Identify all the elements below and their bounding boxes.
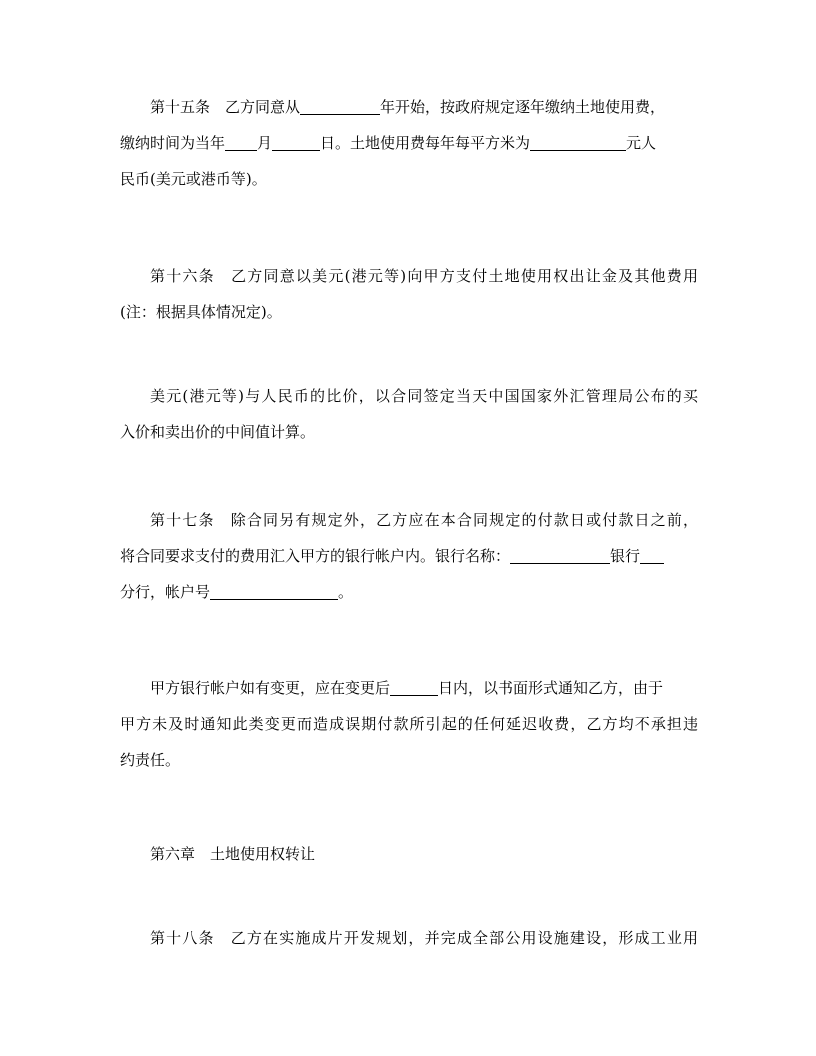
exchange-rate-paragraph (120, 378, 698, 450)
article-15-text-5: 日。土地使用费每年每平方米为 (320, 134, 531, 152)
article-18-text-1: 乙方在实施成片开发规划，并完成全部公用设施建设，形成工业用 (229, 929, 698, 947)
article-15-text-2: 年开始，按政府规定逐年缴纳土地使用费， (380, 98, 666, 116)
exchange-text-2: 入价和卖出价的中间值计算。 (120, 423, 316, 441)
article-17-text-2: 将合同要求支付的费用汇入甲方的银行帐户内。银行名称： (120, 547, 511, 565)
article-18-label: 第十八条 (150, 929, 215, 947)
chapter-6-label: 第六章 (150, 845, 196, 863)
article-15-label: 第十五条 (150, 98, 211, 116)
fee-amount-blank (530, 133, 626, 151)
article-17 (120, 502, 698, 610)
account-change-text-1: 甲方银行帐户如有变更，应在变更后 (150, 679, 391, 697)
account-change-text-3: 甲方未及时通知此类变更而造成误期付款所引起的任何延迟收费，乙方均不承担违 (120, 715, 698, 733)
branch-blank (640, 546, 664, 564)
month-blank (225, 133, 257, 151)
account-change-paragraph (120, 670, 698, 778)
bank-name-blank (510, 546, 610, 564)
account-change-text-4: 约责任。 (120, 751, 181, 769)
chapter-6-heading (120, 836, 698, 872)
article-15-text-4: 月 (257, 134, 273, 152)
article-16 (120, 258, 698, 330)
article-16-text-1: 乙方同意以美元(港元等)向甲方支付土地使用权出让金及其他费用 (229, 267, 698, 285)
article-15-text-1: 乙方同意从 (225, 98, 301, 116)
account-change-text-2: 日内，以书面形式通知乙方，由于 (438, 679, 664, 697)
article-18 (120, 920, 698, 956)
day-blank (272, 133, 320, 151)
article-16-text-2: (注：根据具体情况定)。 (120, 303, 282, 321)
account-number-blank (210, 582, 338, 600)
article-15 (120, 89, 698, 197)
article-16-label: 第十六条 (150, 267, 215, 285)
article-17-text-5: 。 (338, 583, 354, 601)
article-15-text-7: 民币(美元或港币等)。 (120, 170, 267, 188)
article-17-text-1: 除合同另有规定外，乙方应在本合同规定的付款日或付款日之前， (229, 511, 698, 529)
article-17-text-3: 银行 (610, 547, 641, 565)
article-17-label: 第十七条 (150, 511, 215, 529)
start-year-blank (300, 97, 380, 115)
article-15-text-3: 缴纳时间为当年 (120, 134, 226, 152)
article-17-text-4: 分行，帐户号 (120, 583, 211, 601)
article-15-text-6: 元人 (626, 134, 657, 152)
exchange-text-1: 美元(港元等)与人民币的比价，以合同签定当天中国国家外汇管理局公布的买 (150, 387, 698, 405)
chapter-6-title: 土地使用权转让 (210, 845, 316, 863)
days-blank (390, 678, 438, 696)
